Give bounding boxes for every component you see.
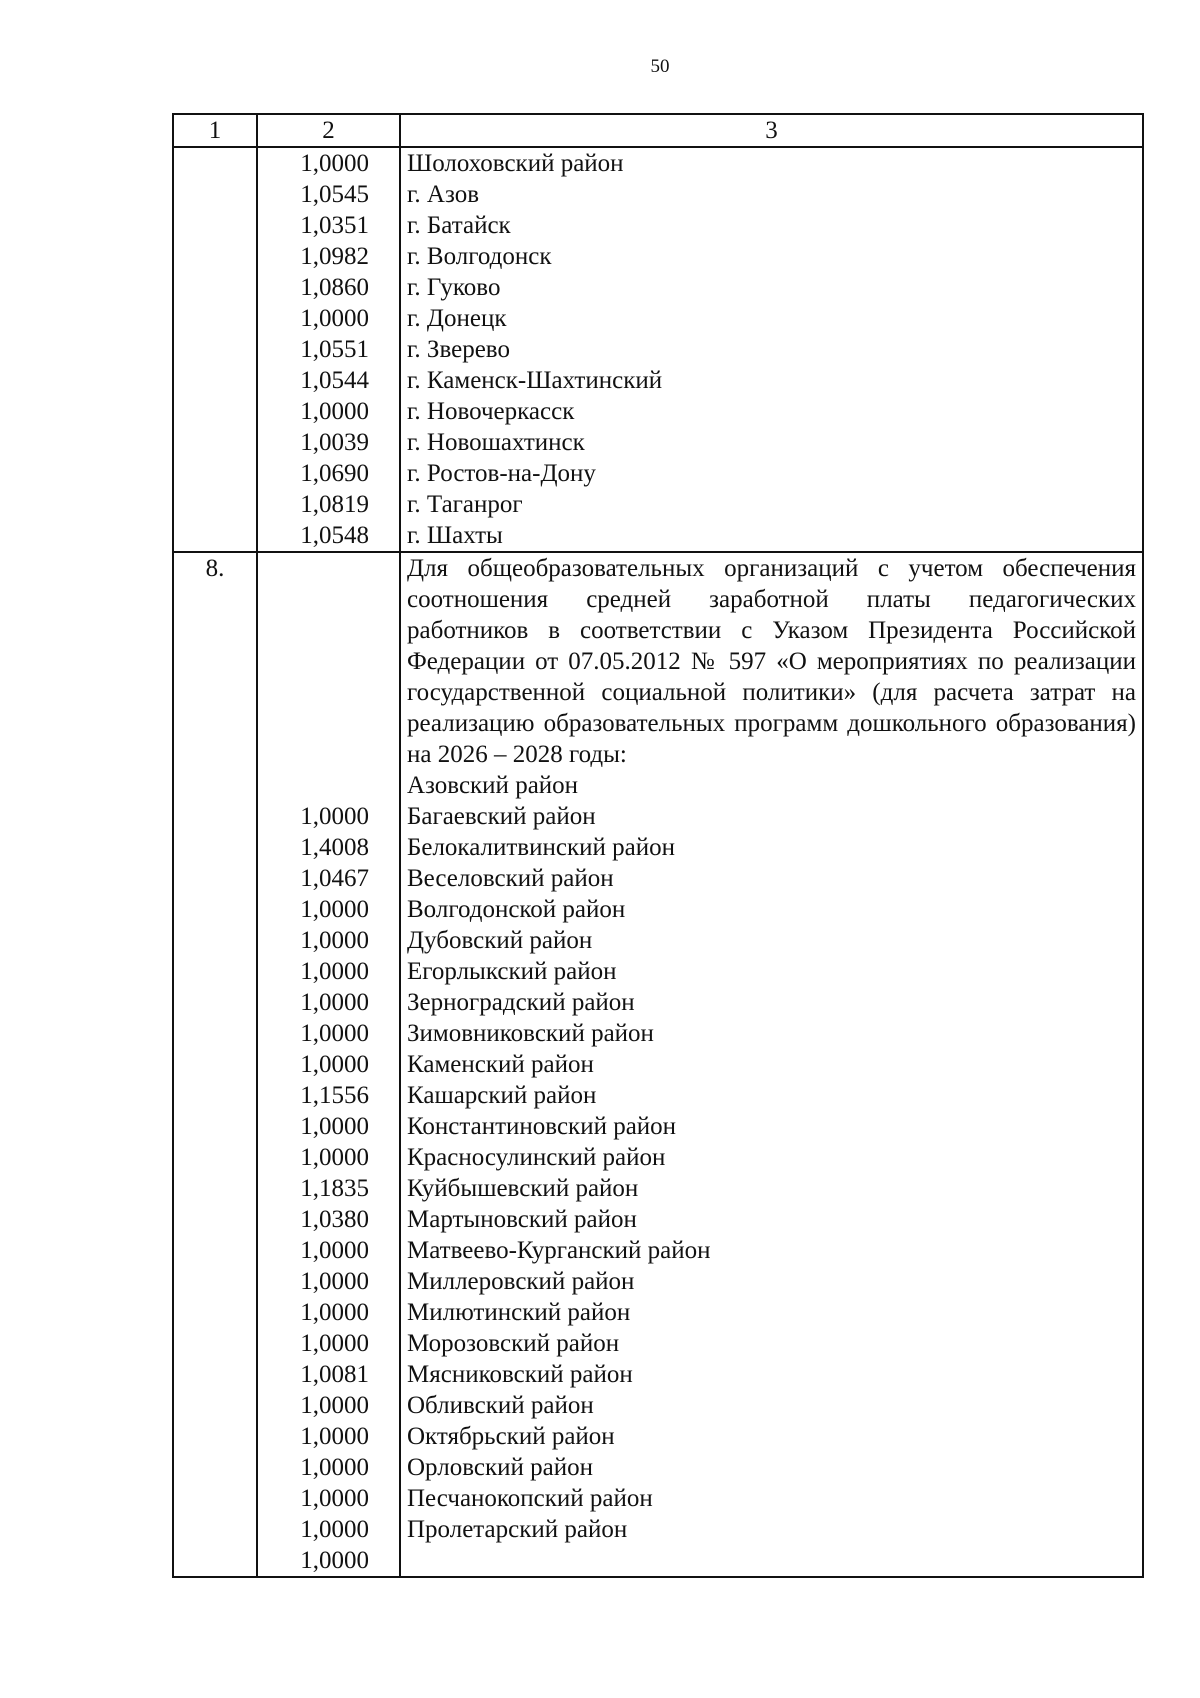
coefficient-cell: 1,0000 bbox=[300, 1330, 369, 1357]
header-col-1: 1 bbox=[174, 115, 258, 146]
coefficient-cell: 1,0000 bbox=[300, 1113, 369, 1140]
district-name-cell: г. Азов bbox=[407, 181, 480, 208]
coefficient-cell: 1,0000 bbox=[300, 927, 369, 954]
coefficient-cell: 1,0000 bbox=[300, 1516, 369, 1543]
district-name-cell: Морозовский район bbox=[407, 1330, 620, 1357]
coefficient-cell: 1,0000 bbox=[300, 398, 369, 425]
coefficient-cell: 1,0000 bbox=[300, 1423, 369, 1450]
district-name-cell: г. Таганрог bbox=[407, 491, 523, 518]
coefficient-cell: 1,4008 bbox=[300, 834, 369, 861]
district-name-cell: Зерноградский район bbox=[407, 989, 635, 1016]
district-name-cell: Милютинский район bbox=[407, 1299, 631, 1326]
coefficient-cell: 1,0000 bbox=[300, 1485, 369, 1512]
section-b-intro: Для общеобразовательных организаций с учетом обеспечения соотношения средней заработной платы педагогических работников в соответствии с Указом Президента Российской Федерации от 07.05.2012 № 597 «О мероприятиях по реализации государственной социальной политики» (для расчета затрат на реализацию образовательных программ дошкольного образования) на 2026 – 2028 годы: bbox=[407, 555, 1136, 768]
district-name-cell: Красносулинский район bbox=[407, 1144, 666, 1171]
district-name-cell: г. Волгодонск bbox=[407, 243, 552, 270]
district-name-cell: Белокалитвинский район bbox=[407, 834, 675, 861]
district-name-cell: г. Новошахтинск bbox=[407, 429, 585, 456]
district-name-cell: Матвеево-Курганский район bbox=[407, 1237, 711, 1264]
section-b-number: 8. bbox=[174, 553, 258, 1576]
coefficient-cell: 1,0000 bbox=[300, 1144, 369, 1171]
coefficient-cell: 1,0351 bbox=[300, 212, 369, 239]
coefficient-cell: 1,0000 bbox=[300, 989, 369, 1016]
coefficient-cell: 1,0544 bbox=[300, 367, 369, 394]
section-a bbox=[174, 148, 1142, 551]
section-b-names bbox=[401, 553, 1142, 1576]
coefficient-cell: 1,0000 bbox=[300, 1020, 369, 1047]
coefficient-cell: 1,0548 bbox=[300, 522, 369, 549]
coefficient-cell: 1,1835 bbox=[300, 1175, 369, 1202]
district-name-cell: г. Новочеркасск bbox=[407, 398, 575, 425]
district-name-cell: Мясниковский район bbox=[407, 1361, 633, 1388]
district-name-cell: Октябрьский район bbox=[407, 1423, 615, 1450]
coefficient-cell: 1,0860 bbox=[300, 274, 369, 301]
coefficient-cell: 1,0000 bbox=[300, 896, 369, 923]
coefficient-cell: 1,0545 bbox=[300, 181, 369, 208]
district-name-cell: Багаевский район bbox=[407, 803, 596, 830]
district-name-cell: Миллеровский район bbox=[407, 1268, 635, 1295]
header-col-2: 2 bbox=[258, 115, 401, 146]
coefficient-cell: 1,0690 bbox=[300, 460, 369, 487]
district-name-cell: г. Гуково bbox=[407, 274, 501, 301]
intro-spacer bbox=[258, 553, 399, 801]
district-name-cell: Каменский район bbox=[407, 1051, 594, 1078]
table-header-row bbox=[174, 115, 1142, 148]
district-name-cell: г. Ростов-на-Дону bbox=[407, 460, 596, 487]
district-name-cell: г. Батайск bbox=[407, 212, 511, 239]
coefficient-cell: 1,0000 bbox=[300, 1237, 369, 1264]
coefficient-cell: 1,0819 bbox=[300, 491, 369, 518]
district-name-cell: Мартыновский район bbox=[407, 1206, 637, 1233]
district-name-cell: Обливский район bbox=[407, 1392, 594, 1419]
coefficient-cell: 1,0081 bbox=[300, 1361, 369, 1388]
district-name-cell: Зимовниковский район bbox=[407, 1020, 654, 1047]
district-name-cell: г. Шахты bbox=[407, 522, 503, 549]
district-name-cell: Куйбышевский район bbox=[407, 1175, 639, 1202]
coefficient-cell: 1,0467 bbox=[300, 865, 369, 892]
district-name-cell: Кашарский район bbox=[407, 1082, 597, 1109]
coefficient-cell: 1,0000 bbox=[300, 305, 369, 332]
district-name-cell: Орловский район bbox=[407, 1454, 593, 1481]
district-name-cell: Азовский район bbox=[407, 772, 579, 799]
coefficient-cell: 1,0000 bbox=[300, 150, 369, 177]
district-name-cell: Дубовский район bbox=[407, 927, 593, 954]
district-name-cell: Волгодонской район bbox=[407, 896, 626, 923]
coefficient-cell: 1,0000 bbox=[300, 958, 369, 985]
district-name-cell: г. Зверево bbox=[407, 336, 510, 363]
coefficient-cell: 1,1556 bbox=[300, 1082, 369, 1109]
coefficient-cell: 1,0982 bbox=[300, 243, 369, 270]
coefficient-cell: 1,0000 bbox=[300, 1268, 369, 1295]
district-name-cell: г. Донецк bbox=[407, 305, 507, 332]
coefficient-cell: 1,0039 bbox=[300, 429, 369, 456]
district-name-cell: Пролетарский район bbox=[407, 1516, 628, 1543]
coefficient-cell: 1,0000 bbox=[300, 803, 369, 830]
coefficient-cell: 1,0380 bbox=[300, 1206, 369, 1233]
coefficient-cell: 1,0000 bbox=[300, 1547, 369, 1574]
district-name-cell: г. Каменск-Шахтинский bbox=[407, 367, 663, 394]
header-col-3: 3 bbox=[765, 117, 778, 144]
coefficient-cell: 1,0551 bbox=[300, 336, 369, 363]
coefficient-cell: 1,0000 bbox=[300, 1051, 369, 1078]
section-a-names bbox=[401, 148, 1142, 551]
district-name-cell: Веселовский район bbox=[407, 865, 614, 892]
coefficient-cell: 1,0000 bbox=[300, 1392, 369, 1419]
section-b bbox=[174, 551, 1142, 1576]
district-name-cell: Егорлыкский район bbox=[407, 958, 617, 985]
section-a-number bbox=[174, 148, 258, 551]
coefficient-cell: 1,0000 bbox=[300, 1299, 369, 1326]
district-name-cell: Шолоховский район bbox=[407, 150, 624, 177]
section-a-coefficients bbox=[258, 148, 401, 551]
district-name-cell: Константиновский район bbox=[407, 1113, 677, 1140]
district-name-cell: Песчанокопский район bbox=[407, 1485, 653, 1512]
coefficient-cell: 1,0000 bbox=[300, 1454, 369, 1481]
coefficients-table bbox=[172, 113, 1144, 1578]
page-number: 50 bbox=[650, 56, 670, 77]
section-b-coefficients bbox=[258, 553, 401, 1576]
